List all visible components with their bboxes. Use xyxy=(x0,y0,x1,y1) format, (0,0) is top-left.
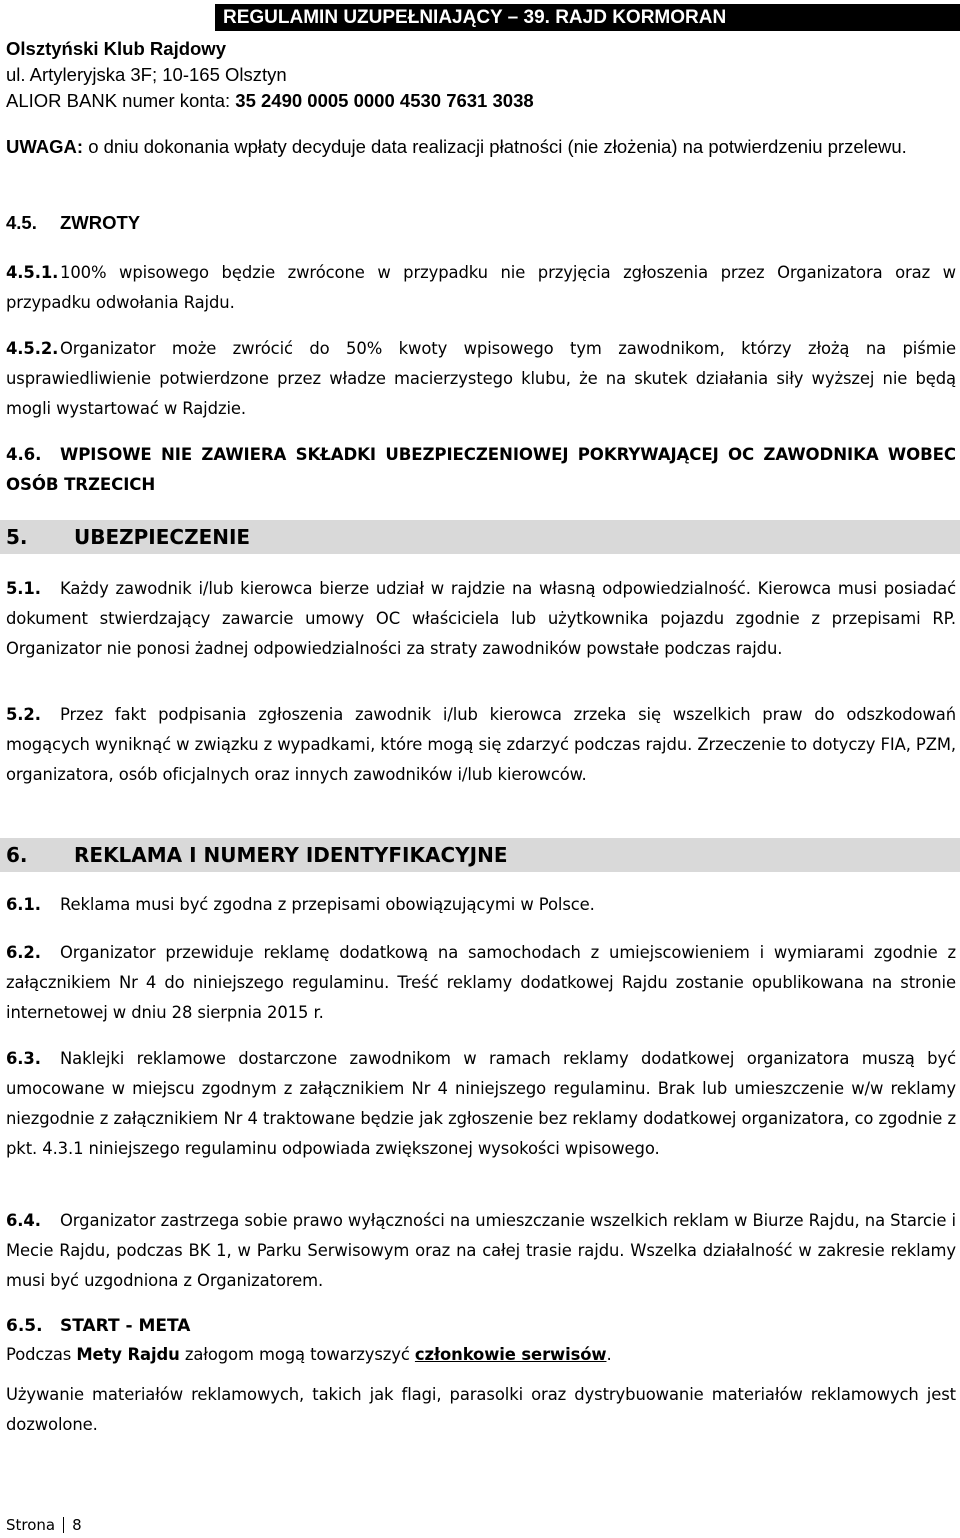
footer-separator xyxy=(63,1517,64,1533)
paragraph-text: 100% wpisowego będzie zwrócone w przypadku nie przyjęcia zgłoszenia przez Organizatora oraz w przypadku odwołania Rajdu. xyxy=(6,263,956,312)
paragraph-text: Organizator zastrzega sobie prawo wyłączności na umieszczanie wszelkich reklam w Biurze Rajdu, na Starcie i Mecie Rajdu, podczas BK 1, w Parku Serwisowym oraz na całej trasie rajdu. Wszelka działalność w zakresie reklamy musi być uzgodniona z Organizatorem. xyxy=(6,1211,956,1290)
paragraph-4-5-1 xyxy=(6,258,956,318)
bank-account-line xyxy=(6,88,956,114)
section-number: 6. xyxy=(6,843,28,867)
paragraph-6-3 xyxy=(6,1044,956,1164)
section-number: 6.5. xyxy=(6,1316,43,1336)
page-footer xyxy=(6,1514,82,1536)
payment-note xyxy=(6,134,956,160)
section-title: ZWROTY xyxy=(60,212,141,233)
section-4-6 xyxy=(6,440,956,500)
paragraph-6-4 xyxy=(6,1206,956,1296)
paragraph-number: 5.1. xyxy=(6,579,41,598)
paragraph-text: Organizator przewiduje reklamę dodatkową na samochodach z umiejscowieniem i wymiarami zgodnie z załącznikiem Nr 4 do niniejszego regulaminu. Treść reklamy dodatkowej Rajdu zostanie opublikowana na stronie internetowej w dniu 28 sierpnia 2015 r. xyxy=(6,943,956,1022)
paragraph-6-2 xyxy=(6,938,956,1028)
organizer-address: ul. Artyleryjska 3F; 10-165 Olsztyn xyxy=(6,64,287,85)
section-title: REKLAMA I NUMERY IDENTYFIKACYJNE xyxy=(74,843,508,867)
section-6-heading xyxy=(0,838,960,872)
paragraph-6-5-line xyxy=(6,1340,956,1370)
section-number: 4.5. xyxy=(6,212,37,233)
section-text: WPISOWE NIE ZAWIERA SKŁADKI UBEZPIECZENIOWEJ POKRYWAJĄCEJ OC ZAWODNIKA WOBEC OSÓB TRZECICH xyxy=(6,445,956,494)
paragraph-text: Każdy zawodnik i/lub kierowca bierze udział w rajdzie na własną odpowiedzialność. Kierowca musi posiadać dokument stwierdzający zawarcie umowy OC właściciela lub użytkownika pojazdu zgodnie z przepisami RP. Organizator nie ponosi żadnej odpowiedzialności za straty zawodników powstałe podczas rajdu. xyxy=(6,579,956,658)
section-title: START - META xyxy=(60,1316,191,1336)
paragraph-6-5-advertising: Używanie materiałów reklamowych, takich jak flagi, parasolki oraz dystrybuowanie materiałów reklamowych jest dozwolone. xyxy=(6,1385,956,1434)
paragraph-number: 5.2. xyxy=(6,705,41,724)
text-run: załogom mogą towarzyszyć xyxy=(179,1345,415,1364)
text-run-bold-underlined: członkowie serwisów xyxy=(414,1345,607,1364)
paragraph-number: 6.2. xyxy=(6,943,41,962)
note-label: UWAGA: xyxy=(6,136,84,157)
organizer-name: Olsztyński Klub Rajdowy xyxy=(6,38,226,59)
section-6-5-heading xyxy=(6,1311,190,1341)
text-run: Podczas xyxy=(6,1345,77,1364)
paragraph-text: Przez fakt podpisania zgłoszenia zawodnik i/lub kierowca zrzeka się wszelkich praw do odszkodowań mogących wyniknąć w związku z wypadkami, które mogą się zdarzyć podczas rajdu. Zrzeczenie to dotyczy FIA, PZM, organizatora, osób oficjalnych oraz innych zawodników i/lub kierowców. xyxy=(6,705,956,784)
note-text: o dniu dokonania wpłaty decyduje data realizacji płatności (nie złożenia) na potwierdzeniu przelewu. xyxy=(83,136,907,157)
paragraph-5-1 xyxy=(6,574,956,664)
paragraph-number: 6.1. xyxy=(6,895,41,914)
section-5-heading xyxy=(0,520,960,554)
paragraph-4-5-2 xyxy=(6,334,956,424)
paragraph-text: Organizator może zwrócić do 50% kwoty wpisowego tym zawodnikom, którzy złożą na piśmie usprawiedliwienie potwierdzone przez władze macierzystego klubu, że na skutek działania siły wyższej nie będą mogli wystartować w Rajdzie. xyxy=(6,339,956,418)
footer-label: Strona xyxy=(6,1516,56,1534)
paragraph-number: 4.5.2. xyxy=(6,339,59,358)
bank-label: ALIOR BANK numer konta: xyxy=(6,90,236,111)
paragraph-5-2 xyxy=(6,700,956,790)
paragraph-text: Naklejki reklamowe dostarczone zawodnikom w ramach reklamy dodatkowej organizatora muszą być umocowane w miejscu zgodnym z załącznikiem Nr 4 niniejszego regulaminu. Brak lub umieszczenie w/w reklamy niezgodnie z załącznikiem Nr 4 traktowane będzie jak zgłoszenie bez reklamy dodatkowej organizatora, co zgodnie z pkt. 4.3.1 niniejszego regulaminu odpowiada zwiększonej wysokości wpisowego. xyxy=(6,1049,956,1158)
bank-account-number: 35 2490 0005 0000 4530 7631 3038 xyxy=(235,90,534,111)
paragraph-number: 6.3. xyxy=(6,1049,41,1068)
paragraph-number: 4.5.1. xyxy=(6,263,59,282)
document-header-title: REGULAMIN UZUPEŁNIAJĄCY – 39. RAJD KORMORAN xyxy=(215,4,960,31)
section-number: 5. xyxy=(6,525,28,549)
section-title: UBEZPIECZENIE xyxy=(74,525,251,549)
section-4-5-heading xyxy=(6,210,956,236)
paragraph-6-1 xyxy=(6,890,956,920)
paragraph-text: Reklama musi być zgodna z przepisami obowiązującymi w Polsce. xyxy=(60,895,595,914)
page-number: 8 xyxy=(72,1516,82,1534)
paragraph-number: 6.4. xyxy=(6,1211,41,1230)
section-number: 4.6. xyxy=(6,445,42,464)
text-run-bold: Mety Rajdu xyxy=(76,1345,180,1364)
text-run: . xyxy=(606,1345,612,1364)
